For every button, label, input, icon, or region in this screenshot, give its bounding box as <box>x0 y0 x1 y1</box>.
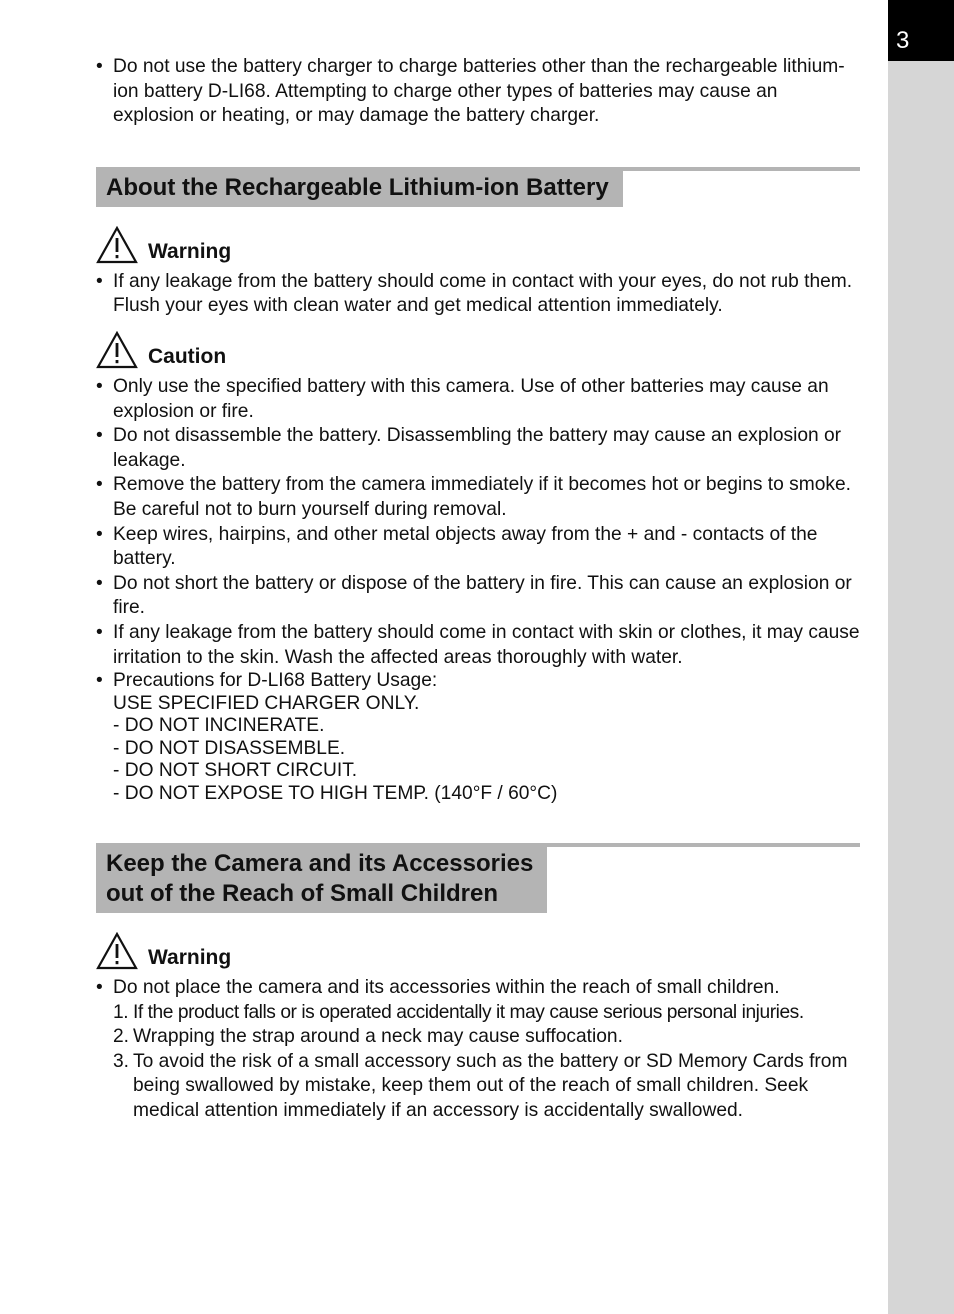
numbered-item <box>96 1025 860 1050</box>
warning-triangle-icon <box>96 932 138 970</box>
item-text: If the product falls or is operated accidentally it may cause serious personal injuries. <box>133 1001 804 1023</box>
usage-line: - DO NOT DISASSEMBLE. <box>113 737 346 759</box>
page-number: 3 <box>896 27 910 54</box>
list-item: • Keep wires, hairpins, and other metal objects away from the + and - contacts of the battery. <box>96 523 860 572</box>
warning-notice <box>96 932 860 970</box>
list-item: • If any leakage from the battery should come in contact with skin or clothes, it may cause irritation to the skin. Wash the affected areas thoroughly with water. <box>96 621 860 670</box>
numbered-item <box>96 1001 860 1026</box>
usage-line: - DO NOT SHORT CIRCUIT. <box>113 760 358 782</box>
warning-label: Warning <box>148 946 232 970</box>
caution-notice <box>96 331 860 369</box>
section-heading-children <box>96 843 860 913</box>
page-content <box>96 55 860 1124</box>
section-title-battery: About the Rechargeable Lithium-ion Battery <box>96 171 623 207</box>
item-number: 2. <box>113 1026 130 1048</box>
section-title-line-1: Keep the Camera and its Accessories <box>106 850 534 878</box>
usage-line: - DO NOT EXPOSE TO HIGH TEMP. (140°F / 60°C) <box>113 782 558 804</box>
usage-line: - DO NOT INCINERATE. <box>113 715 325 737</box>
list-item: • Only use the specified battery with this camera. Use of other batteries may cause an explosion or fire. <box>96 375 860 424</box>
item-text: Wrapping the strap around a neck may cause suffocation. <box>133 1026 623 1048</box>
item-number: 1. <box>113 1001 129 1023</box>
warning-label: Warning <box>148 239 232 263</box>
list-item: • Remove the battery from the camera immediately if it becomes hot or begins to smoke. Be careful not to burn yourself during removal. <box>96 473 860 522</box>
item-number: 3. <box>113 1050 130 1072</box>
section-heading-battery <box>96 167 860 207</box>
caution-label: Caution <box>148 344 227 368</box>
page-number-tab <box>888 0 954 61</box>
intro-bullet: • Do not use the battery charger to charge batteries other than the rechargeable lithium-ion battery D-LI68. Attempting to charge other types of batteries may cause an explosion or heating, or may damage the battery charger. <box>96 55 860 129</box>
warning-notice <box>96 226 860 264</box>
usage-line: USE SPECIFIED CHARGER ONLY. <box>113 692 420 714</box>
list-item: • Do not disassemble the battery. Disassembling the battery may cause an explosion or leakage. <box>96 424 860 473</box>
side-strip <box>888 0 954 1314</box>
list-item: • Do not short the battery or dispose of the battery in fire. This can cause an explosion or fire. <box>96 572 860 621</box>
list-item: • Precautions for D-LI68 Battery Usage: <box>96 670 860 693</box>
section-title-children <box>96 847 547 913</box>
item-text: To avoid the risk of a small accessory such as the battery or SD Memory Cards from being swallowed by mistake, keep them out of the reach of small children. Seek medical attention immediately if an accessory is accidentally swallowed. <box>133 1050 848 1122</box>
list-item: • If any leakage from the battery should come in contact with your eyes, do not rub them. Flush your eyes with clean water and get medical attention immediately. <box>96 270 860 319</box>
warning-triangle-icon <box>96 226 138 264</box>
caution-triangle-icon <box>96 331 138 369</box>
section-title-line-2: out of the Reach of Small Children <box>106 880 499 908</box>
numbered-item <box>96 1050 860 1124</box>
list-item: • Do not place the camera and its accessories within the reach of small children. <box>96 976 860 1001</box>
